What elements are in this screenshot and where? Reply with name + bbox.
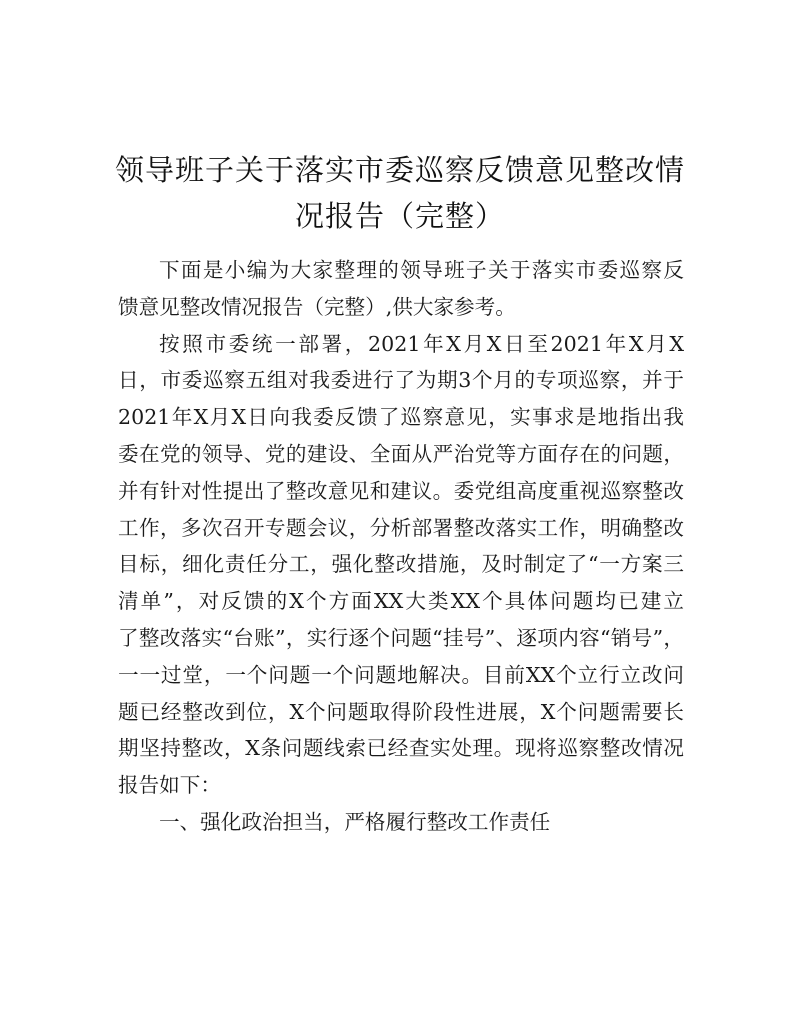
text-line: 委在党的领导、党的建设、全面从严治党等方面存在的问题， bbox=[118, 441, 684, 466]
text-line: 题已经整改到位，X个问题取得阶段性进展，X个问题需要长 bbox=[118, 699, 684, 724]
text-line: 了整改落实“台账”，实行逐个问题“挂号”、逐项内容“销号”， bbox=[118, 625, 684, 650]
intro-paragraph bbox=[118, 252, 684, 326]
text-line: 日，市委巡察五组对我委进行了为期3个月的专项巡察，并于 bbox=[118, 368, 684, 393]
title-line: 况报告（完整） bbox=[294, 199, 505, 234]
text-line: 按照市委统一部署，2021年X月X日至2021年X月X bbox=[159, 331, 684, 356]
text-line: 馈意见整改情况报告（完整）,供大家参考。 bbox=[118, 294, 516, 319]
text-line: 2021年X月X日向我委反馈了巡察意见，实事求是地指出我 bbox=[118, 405, 684, 430]
text-line: 下面是小编为大家整理的领导班子关于落实市委巡察反 bbox=[159, 258, 684, 282]
text-line: 目标，细化责任分工，强化整改措施，及时制定了“一方案三 bbox=[118, 552, 684, 577]
document-title bbox=[0, 147, 800, 239]
text-line: 期坚持整改，X条问题线索已经查实处理。现将巡察整改情况 bbox=[118, 736, 684, 761]
text-line: 一一过堂，一个问题一个问题地解决。目前XX个立行立改问 bbox=[118, 662, 684, 687]
text-line: 报告如下： bbox=[118, 773, 221, 798]
title-line: 领导班子关于落实市委巡察反馈意见整改情 bbox=[114, 153, 685, 188]
section-heading bbox=[118, 804, 684, 841]
text-line: 并有针对性提出了整改意见和建议。委党组高度重视巡察整改 bbox=[118, 478, 684, 503]
main-paragraph bbox=[118, 326, 684, 804]
text-line: 工作，多次召开专题会议，分析部署整改落实工作，明确整改 bbox=[118, 515, 684, 540]
text-line: 一、强化政治担当，严格履行整改工作责任 bbox=[159, 809, 551, 834]
text-line: 清单”，对反馈的X个方面XX大类XX个具体问题均已建立 bbox=[118, 589, 684, 614]
document-body bbox=[118, 252, 684, 841]
